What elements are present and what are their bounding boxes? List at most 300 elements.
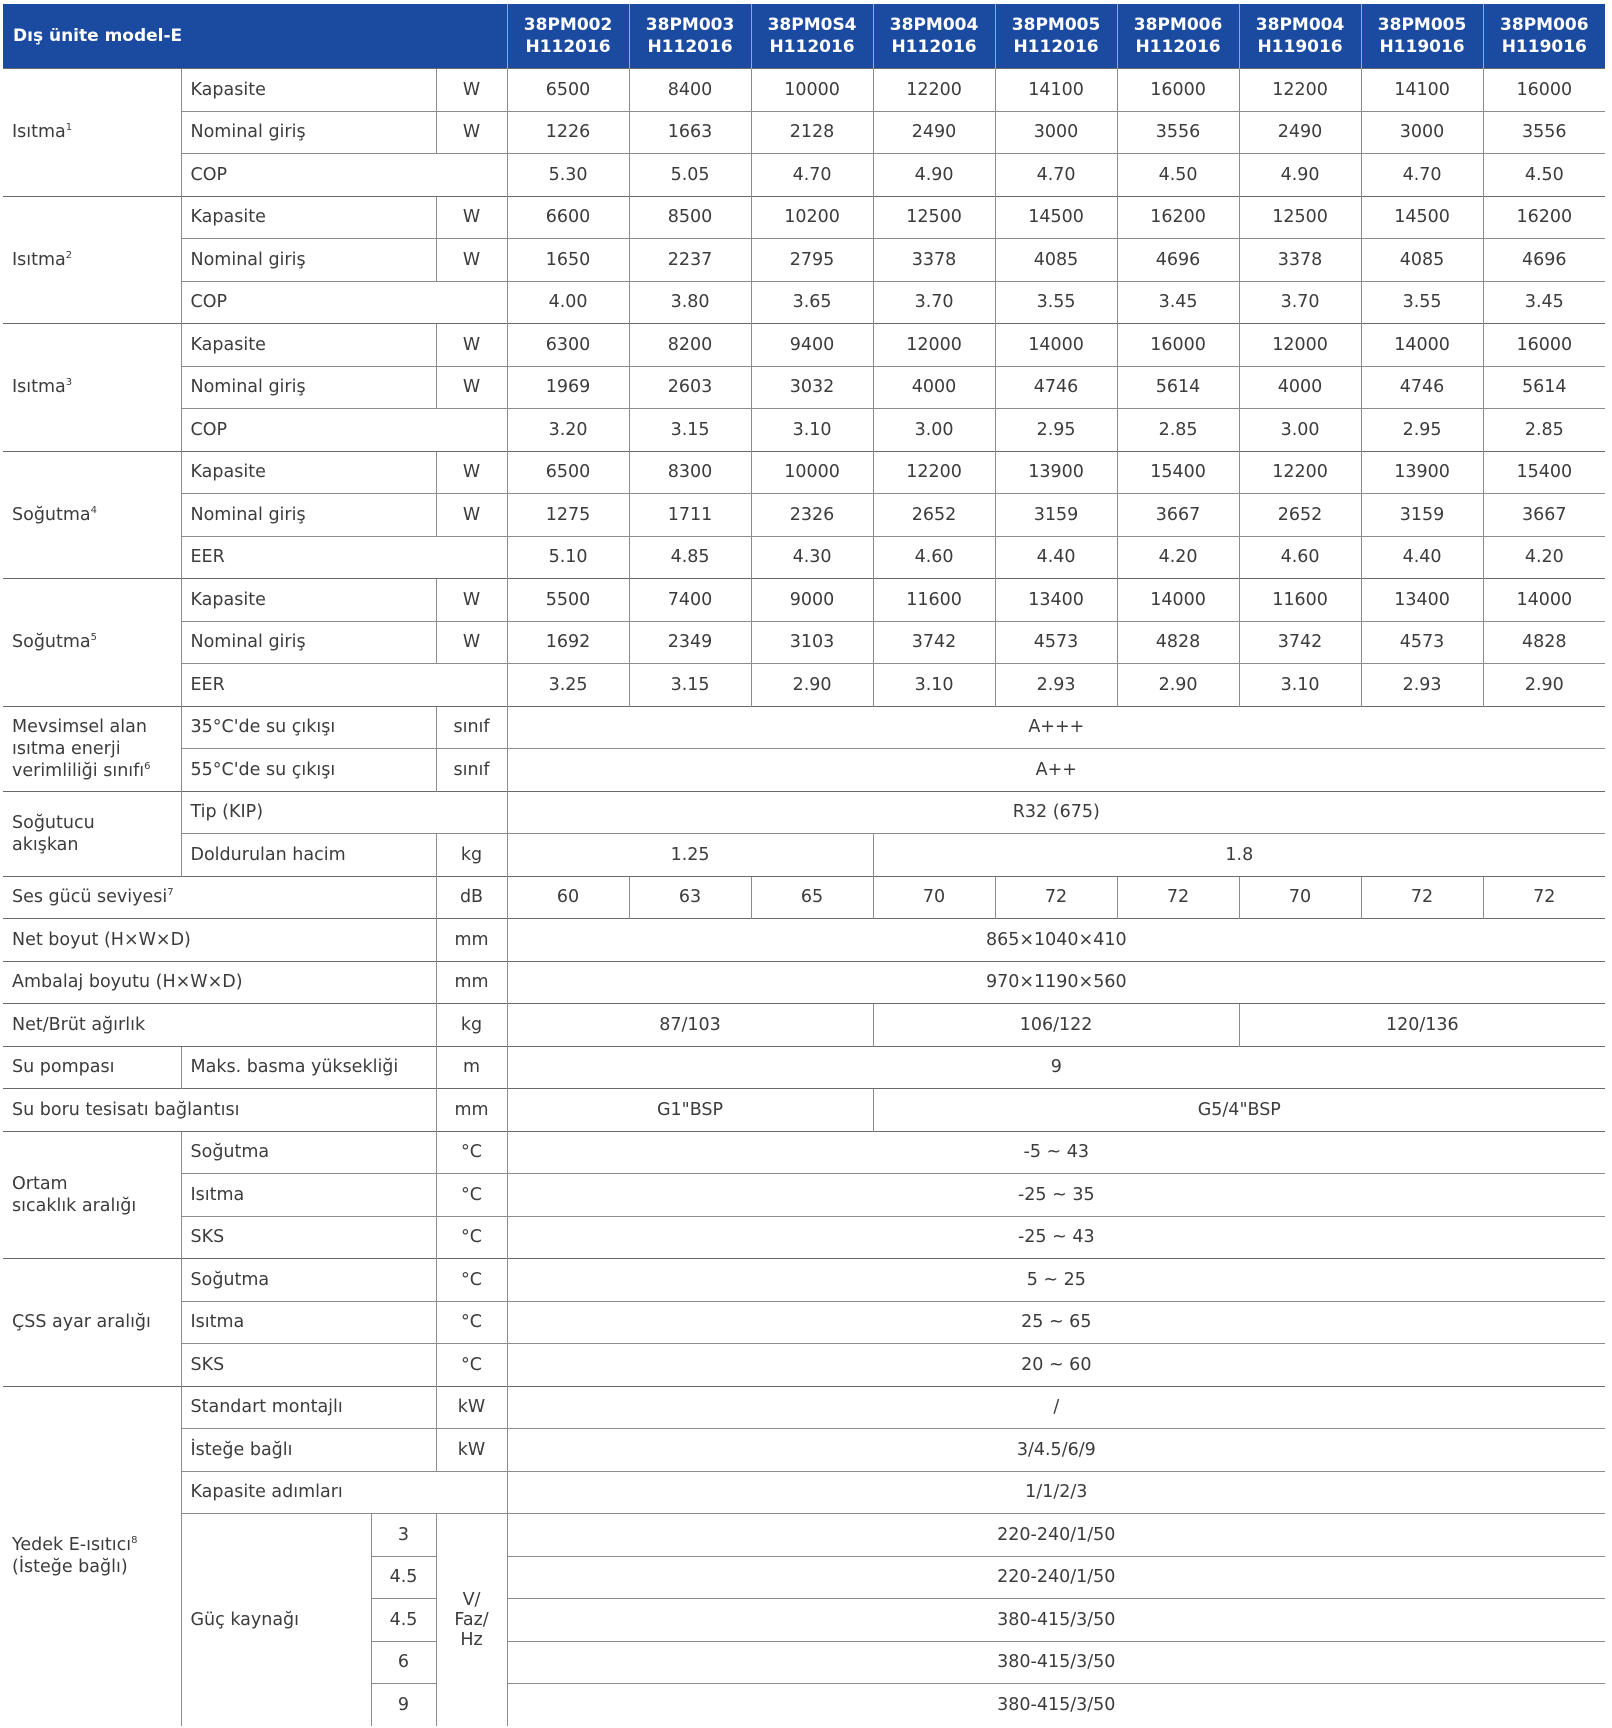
perf-value: 1275 <box>507 494 629 537</box>
seasonal-unit: sınıf <box>436 749 507 792</box>
perf-group-footnote: 3 <box>65 377 73 389</box>
weight-label: Net/Brüt ağırlık <box>3 1004 436 1047</box>
perf-value: 12500 <box>873 196 995 239</box>
perf-value: 2652 <box>873 494 995 537</box>
css-range-row <box>3 1259 1605 1302</box>
perf-row <box>3 409 1605 452</box>
perf-label: Nominal giriş <box>181 494 436 537</box>
perf-value: 15400 <box>1117 451 1239 494</box>
perf-value: 6500 <box>507 69 629 112</box>
perf-value: 4573 <box>995 621 1117 664</box>
css-range-label: Isıtma <box>181 1301 436 1344</box>
model-header: 38PM006 H119016 <box>1483 4 1605 69</box>
sound-value: 63 <box>629 876 751 919</box>
perf-value: 11600 <box>873 579 995 622</box>
perf-value: 6600 <box>507 196 629 239</box>
perf-value: 2.90 <box>1117 664 1239 707</box>
css-range-label: SKS <box>181 1344 436 1387</box>
power-supply-row <box>3 1514 1605 1557</box>
net-size-row <box>3 919 1605 962</box>
perf-value: 8300 <box>629 451 751 494</box>
backup-heater-label: Standart montajlı <box>181 1386 436 1429</box>
perf-value: 3159 <box>1361 494 1483 537</box>
ambient-row <box>3 1174 1605 1217</box>
piping-label: Su boru tesisatı bağlantısı <box>3 1089 436 1132</box>
perf-group-name: Isıtma <box>12 122 66 143</box>
css-range-unit: °C <box>436 1301 507 1344</box>
refrigerant-charge-value: 1.8 <box>873 834 1605 877</box>
power-supply-unit: V/ Faz/ Hz <box>436 1514 507 1727</box>
sound-value: 72 <box>1117 876 1239 919</box>
refrigerant-charge-label: Doldurulan hacim <box>181 834 436 877</box>
perf-value: 3000 <box>995 111 1117 154</box>
perf-value: 2603 <box>629 366 751 409</box>
power-supply-value: 380-415/3/50 <box>507 1641 1605 1684</box>
sound-value: 70 <box>873 876 995 919</box>
perf-value: 4746 <box>995 366 1117 409</box>
backup-heater-row <box>3 1386 1605 1429</box>
perf-label: Nominal giriş <box>181 239 436 282</box>
perf-value: 13900 <box>995 451 1117 494</box>
backup-heater-value: 1/1/2/3 <box>507 1471 1605 1514</box>
perf-value: 4.90 <box>873 154 995 197</box>
backup-heater-label: İsteğe bağlı <box>181 1429 436 1472</box>
perf-value: 3.70 <box>873 281 995 324</box>
perf-unit: W <box>436 239 507 282</box>
perf-value: 12500 <box>1239 196 1361 239</box>
perf-value: 14000 <box>995 324 1117 367</box>
pump-label: Maks. basma yüksekliği <box>181 1046 436 1089</box>
perf-value: 1711 <box>629 494 751 537</box>
model-header: 38PM005 H119016 <box>1361 4 1483 69</box>
perf-value: 2.90 <box>1483 664 1605 707</box>
net-size-unit: mm <box>436 919 507 962</box>
power-supply-level: 4.5 <box>371 1599 436 1642</box>
net-size-value: 865×1040×410 <box>507 919 1605 962</box>
perf-value: 12200 <box>873 451 995 494</box>
piping-unit: mm <box>436 1089 507 1132</box>
sound-value: 65 <box>751 876 873 919</box>
perf-value: 4085 <box>995 239 1117 282</box>
perf-value: 6300 <box>507 324 629 367</box>
pack-size-unit: mm <box>436 961 507 1004</box>
perf-value: 3378 <box>873 239 995 282</box>
perf-group-label <box>3 579 181 707</box>
model-header: 38PM004 H119016 <box>1239 4 1361 69</box>
perf-value: 13400 <box>995 579 1117 622</box>
weight-value: 106/122 <box>873 1004 1239 1047</box>
perf-value: 1663 <box>629 111 751 154</box>
perf-unit: W <box>436 451 507 494</box>
perf-value: 10000 <box>751 69 873 112</box>
sound-label: Ses gücü seviyesi$^7$ <box>3 876 436 919</box>
refrigerant-charge-unit: kg <box>436 834 507 877</box>
perf-row <box>3 324 1605 367</box>
ambient-row <box>3 1216 1605 1259</box>
perf-value: 8400 <box>629 69 751 112</box>
perf-value: 3742 <box>873 621 995 664</box>
perf-value: 4.50 <box>1117 154 1239 197</box>
backup-heater-unit: kW <box>436 1429 507 1472</box>
ambient-value: -25 ~ 43 <box>507 1216 1605 1259</box>
perf-value: 2.85 <box>1117 409 1239 452</box>
perf-value: 2.95 <box>1361 409 1483 452</box>
pump-unit: m <box>436 1046 507 1089</box>
perf-value: 5614 <box>1483 366 1605 409</box>
perf-value: 16200 <box>1117 196 1239 239</box>
perf-value: 3032 <box>751 366 873 409</box>
perf-group-footnote: 1 <box>65 122 73 134</box>
ambient-value: -25 ~ 35 <box>507 1174 1605 1217</box>
perf-value: 5.10 <box>507 536 629 579</box>
backup-heater-unit: kW <box>436 1386 507 1429</box>
model-header: 38PM005 H112016 <box>995 4 1117 69</box>
perf-value: 3103 <box>751 621 873 664</box>
perf-value: 3.20 <box>507 409 629 452</box>
sound-unit: dB <box>436 876 507 919</box>
perf-value: 3.10 <box>873 664 995 707</box>
perf-value: 2128 <box>751 111 873 154</box>
perf-value: 3.10 <box>1239 664 1361 707</box>
perf-value: 2.93 <box>1361 664 1483 707</box>
perf-value: 9400 <box>751 324 873 367</box>
perf-value: 3000 <box>1361 111 1483 154</box>
perf-row <box>3 239 1605 282</box>
perf-row <box>3 196 1605 239</box>
weight-value: 87/103 <box>507 1004 873 1047</box>
perf-value: 2652 <box>1239 494 1361 537</box>
sound-value: 72 <box>995 876 1117 919</box>
perf-value: 14500 <box>1361 196 1483 239</box>
backup-heater-label: Kapasite adımları <box>181 1471 507 1514</box>
piping-row <box>3 1089 1605 1132</box>
perf-value: 4000 <box>1239 366 1361 409</box>
ambient-label: Soğutma <box>181 1131 436 1174</box>
perf-value: 4.20 <box>1117 536 1239 579</box>
perf-value: 12200 <box>1239 451 1361 494</box>
perf-value: 16000 <box>1117 324 1239 367</box>
model-header: 38PM0S4 H112016 <box>751 4 873 69</box>
perf-value: 3.10 <box>751 409 873 452</box>
perf-value: 10200 <box>751 196 873 239</box>
power-supply-value: 220-240/1/50 <box>507 1556 1605 1599</box>
perf-value: 4.20 <box>1483 536 1605 579</box>
perf-value: 2349 <box>629 621 751 664</box>
net-size-label: Net boyut (H×W×D) <box>3 919 436 962</box>
css-range-row <box>3 1344 1605 1387</box>
perf-value: 3667 <box>1117 494 1239 537</box>
perf-group-footnote: 4 <box>90 504 98 516</box>
ambient-label: SKS <box>181 1216 436 1259</box>
css-range-unit: °C <box>436 1259 507 1302</box>
perf-value: 14000 <box>1117 579 1239 622</box>
perf-value: 16200 <box>1483 196 1605 239</box>
ambient-unit: °C <box>436 1174 507 1217</box>
sound-value: 70 <box>1239 876 1361 919</box>
perf-row <box>3 451 1605 494</box>
perf-unit: W <box>436 579 507 622</box>
perf-value: 16000 <box>1117 69 1239 112</box>
perf-row <box>3 621 1605 664</box>
perf-value: 3742 <box>1239 621 1361 664</box>
perf-value: 4085 <box>1361 239 1483 282</box>
perf-group-name: Isıtma <box>12 249 66 270</box>
sound-value: 72 <box>1483 876 1605 919</box>
seasonal-row <box>3 706 1605 749</box>
perf-value: 3.15 <box>629 409 751 452</box>
perf-value: 4696 <box>1483 239 1605 282</box>
perf-value: 12200 <box>1239 69 1361 112</box>
css-range-unit: °C <box>436 1344 507 1387</box>
model-header: 38PM002 H112016 <box>507 4 629 69</box>
perf-value: 4.50 <box>1483 154 1605 197</box>
power-supply-label: Güç kaynağı <box>181 1514 371 1727</box>
perf-value: 3.65 <box>751 281 873 324</box>
css-range-value: 25 ~ 65 <box>507 1301 1605 1344</box>
perf-value: 4.40 <box>1361 536 1483 579</box>
perf-value: 13400 <box>1361 579 1483 622</box>
perf-value: 3.55 <box>1361 281 1483 324</box>
power-supply-level: 4.5 <box>371 1556 436 1599</box>
piping-value: G1"BSP <box>507 1089 873 1132</box>
perf-label: Kapasite <box>181 451 436 494</box>
perf-label: COP <box>181 154 507 197</box>
perf-group-name: Isıtma <box>12 377 66 398</box>
css-range-value: 5 ~ 25 <box>507 1259 1605 1302</box>
perf-unit: W <box>436 196 507 239</box>
perf-row <box>3 69 1605 112</box>
perf-value: 1650 <box>507 239 629 282</box>
perf-row <box>3 111 1605 154</box>
perf-value: 4746 <box>1361 366 1483 409</box>
perf-value: 3556 <box>1483 111 1605 154</box>
perf-value: 2.93 <box>995 664 1117 707</box>
perf-value: 3.00 <box>1239 409 1361 452</box>
perf-label: EER <box>181 664 507 707</box>
table-title: Dış ünite model-E <box>3 4 507 69</box>
spec-table <box>3 4 1605 1726</box>
seasonal-label: 55°C'de su çıkışı <box>181 749 436 792</box>
backup-heater-row <box>3 1429 1605 1472</box>
backup-heater-value: / <box>507 1386 1605 1429</box>
refrigerant-group-label: Soğutucu akışkan <box>3 791 181 876</box>
ambient-unit: °C <box>436 1216 507 1259</box>
seasonal-value: A++ <box>507 749 1605 792</box>
seasonal-row <box>3 749 1605 792</box>
ambient-label: Isıtma <box>181 1174 436 1217</box>
perf-value: 14000 <box>1361 324 1483 367</box>
perf-value: 2.90 <box>751 664 873 707</box>
model-header: 38PM004 H112016 <box>873 4 995 69</box>
perf-group-footnote: 5 <box>90 632 98 644</box>
perf-row <box>3 281 1605 324</box>
perf-value: 14000 <box>1483 579 1605 622</box>
header-row <box>3 4 1605 69</box>
perf-value: 1226 <box>507 111 629 154</box>
backup-heater-value: 3/4.5/6/9 <box>507 1429 1605 1472</box>
perf-value: 5.05 <box>629 154 751 197</box>
power-supply-value: 380-415/3/50 <box>507 1684 1605 1727</box>
perf-group-footnote: 2 <box>65 249 73 261</box>
perf-value: 4.70 <box>751 154 873 197</box>
refrigerant-type-value: R32 (675) <box>507 791 1605 834</box>
perf-value: 4.90 <box>1239 154 1361 197</box>
perf-value: 4.70 <box>1361 154 1483 197</box>
perf-value: 4.60 <box>1239 536 1361 579</box>
perf-value: 3.15 <box>629 664 751 707</box>
perf-value: 12200 <box>873 69 995 112</box>
perf-value: 15400 <box>1483 451 1605 494</box>
perf-value: 14500 <box>995 196 1117 239</box>
perf-value: 12000 <box>873 324 995 367</box>
perf-value: 4.40 <box>995 536 1117 579</box>
perf-value: 2237 <box>629 239 751 282</box>
perf-label: Nominal giriş <box>181 111 436 154</box>
power-supply-level: 6 <box>371 1641 436 1684</box>
perf-value: 4573 <box>1361 621 1483 664</box>
perf-value: 5614 <box>1117 366 1239 409</box>
seasonal-unit: sınıf <box>436 706 507 749</box>
perf-label: COP <box>181 409 507 452</box>
perf-value: 3.00 <box>873 409 995 452</box>
perf-row <box>3 494 1605 537</box>
pump-row <box>3 1046 1605 1089</box>
perf-row <box>3 366 1605 409</box>
perf-value: 1692 <box>507 621 629 664</box>
perf-label: COP <box>181 281 507 324</box>
backup-heater-group-label: Yedek E-ısıtıcı$^8$ (İsteğe bağlı) <box>3 1386 181 1726</box>
weight-value: 120/136 <box>1239 1004 1605 1047</box>
sound-value: 72 <box>1361 876 1483 919</box>
perf-group-label <box>3 324 181 452</box>
perf-value: 8200 <box>629 324 751 367</box>
perf-value: 4.30 <box>751 536 873 579</box>
backup-heater-row <box>3 1471 1605 1514</box>
perf-value: 2795 <box>751 239 873 282</box>
pack-size-label: Ambalaj boyutu (H×W×D) <box>3 961 436 1004</box>
refrigerant-type-row <box>3 791 1605 834</box>
perf-value: 3.45 <box>1483 281 1605 324</box>
perf-row <box>3 536 1605 579</box>
perf-value: 4696 <box>1117 239 1239 282</box>
perf-value: 3378 <box>1239 239 1361 282</box>
perf-unit: W <box>436 621 507 664</box>
perf-value: 14100 <box>995 69 1117 112</box>
model-header: 38PM006 H112016 <box>1117 4 1239 69</box>
model-header: 38PM003 H112016 <box>629 4 751 69</box>
perf-value: 4000 <box>873 366 995 409</box>
perf-value: 2490 <box>873 111 995 154</box>
perf-value: 3.45 <box>1117 281 1239 324</box>
perf-value: 2326 <box>751 494 873 537</box>
perf-label: Kapasite <box>181 579 436 622</box>
perf-value: 12000 <box>1239 324 1361 367</box>
perf-group-label <box>3 451 181 579</box>
perf-value: 8500 <box>629 196 751 239</box>
perf-value: 1969 <box>507 366 629 409</box>
seasonal-group-label: Mevsimsel alan ısıtma enerji verimliliği sınıfı$^6$ <box>3 706 181 791</box>
perf-group-label <box>3 69 181 197</box>
refrigerant-charge-value: 1.25 <box>507 834 873 877</box>
perf-value: 16000 <box>1483 324 1605 367</box>
perf-unit: W <box>436 69 507 112</box>
perf-unit: W <box>436 366 507 409</box>
perf-value: 3.25 <box>507 664 629 707</box>
refrigerant-type-label: Tip (KIP) <box>181 791 507 834</box>
sound-row <box>3 876 1605 919</box>
power-supply-value: 380-415/3/50 <box>507 1599 1605 1642</box>
perf-value: 3159 <box>995 494 1117 537</box>
ambient-unit: °C <box>436 1131 507 1174</box>
perf-value: 2.85 <box>1483 409 1605 452</box>
ambient-row <box>3 1131 1605 1174</box>
css-range-value: 20 ~ 60 <box>507 1344 1605 1387</box>
power-supply-level: 9 <box>371 1684 436 1727</box>
css-range-group-label: ÇSS ayar aralığı <box>3 1259 181 1387</box>
perf-value: 4.70 <box>995 154 1117 197</box>
performance-section <box>3 69 1605 707</box>
perf-value: 2490 <box>1239 111 1361 154</box>
perf-value: 3667 <box>1483 494 1605 537</box>
ambient-group-label: Ortam sıcaklık aralığı <box>3 1131 181 1259</box>
perf-value: 4828 <box>1483 621 1605 664</box>
ambient-value: -5 ~ 43 <box>507 1131 1605 1174</box>
pack-size-value: 970×1190×560 <box>507 961 1605 1004</box>
perf-value: 3.70 <box>1239 281 1361 324</box>
perf-value: 10000 <box>751 451 873 494</box>
perf-value: 4.85 <box>629 536 751 579</box>
sound-value: 60 <box>507 876 629 919</box>
perf-label: Nominal giriş <box>181 621 436 664</box>
perf-group-name: Soğutma <box>12 632 91 653</box>
perf-row <box>3 154 1605 197</box>
perf-value: 3556 <box>1117 111 1239 154</box>
power-supply-level: 3 <box>371 1514 436 1557</box>
perf-value: 9000 <box>751 579 873 622</box>
perf-value: 2.95 <box>995 409 1117 452</box>
perf-label: Nominal giriş <box>181 366 436 409</box>
seasonal-value: A+++ <box>507 706 1605 749</box>
perf-row <box>3 579 1605 622</box>
perf-group-name: Soğutma <box>12 504 91 525</box>
perf-label: EER <box>181 536 507 579</box>
perf-value: 16000 <box>1483 69 1605 112</box>
perf-unit: W <box>436 111 507 154</box>
perf-label: Kapasite <box>181 69 436 112</box>
perf-value: 4.60 <box>873 536 995 579</box>
weight-unit: kg <box>436 1004 507 1047</box>
perf-value: 3.80 <box>629 281 751 324</box>
perf-label: Kapasite <box>181 324 436 367</box>
refrigerant-charge-row <box>3 834 1605 877</box>
perf-value: 14100 <box>1361 69 1483 112</box>
perf-value: 11600 <box>1239 579 1361 622</box>
general-section <box>3 706 1605 1726</box>
perf-value: 6500 <box>507 451 629 494</box>
piping-value: G5/4"BSP <box>873 1089 1605 1132</box>
perf-unit: W <box>436 494 507 537</box>
power-supply-value: 220-240/1/50 <box>507 1514 1605 1557</box>
pack-size-row <box>3 961 1605 1004</box>
perf-value: 5500 <box>507 579 629 622</box>
perf-value: 13900 <box>1361 451 1483 494</box>
pump-value: 9 <box>507 1046 1605 1089</box>
perf-value: 5.30 <box>507 154 629 197</box>
pump-group-label: Su pompası <box>3 1046 181 1089</box>
weight-row <box>3 1004 1605 1047</box>
perf-value: 3.55 <box>995 281 1117 324</box>
css-range-label: Soğutma <box>181 1259 436 1302</box>
